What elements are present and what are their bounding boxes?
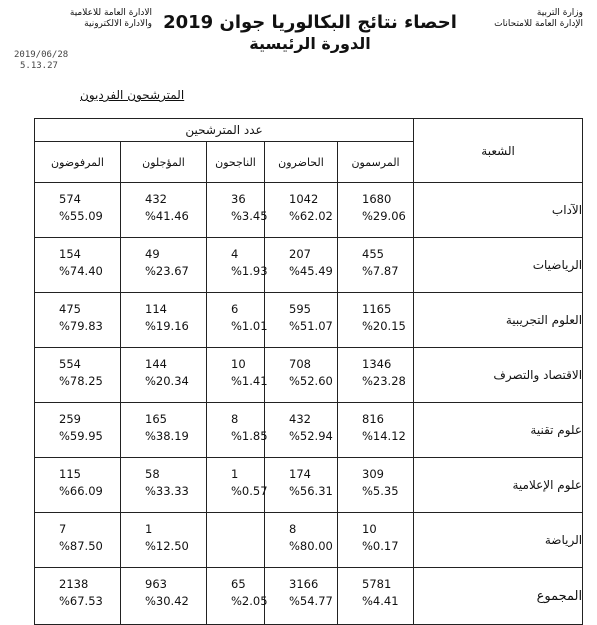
header-rejected: المرفوضون [35, 142, 121, 183]
percent: %20.34 [145, 374, 189, 388]
count: 65 [231, 577, 246, 591]
percent: %54.77 [289, 594, 333, 608]
present-cell [265, 183, 338, 238]
percent: %80.00 [289, 539, 333, 553]
percent: %74.40 [59, 264, 103, 278]
percent: %3.45 [231, 209, 268, 223]
registered-cell [338, 293, 414, 348]
postponed-cell [121, 403, 207, 458]
percent: %62.02 [289, 209, 333, 223]
branch-name: الآداب [414, 183, 583, 238]
table-row [35, 348, 583, 403]
table-row [35, 293, 583, 348]
percent: %51.07 [289, 319, 333, 333]
registered-cell [338, 348, 414, 403]
passed-cell [207, 403, 268, 458]
percent: %1.41 [231, 374, 268, 388]
count: 114 [145, 302, 167, 316]
count: 8 [231, 412, 239, 426]
postponed-cell [121, 513, 207, 568]
results-table [34, 118, 583, 625]
percent: %78.25 [59, 374, 103, 388]
page-subtitle: الدورة الرئيسية [249, 34, 371, 53]
percent: %23.28 [362, 374, 406, 388]
passed-cell [207, 348, 268, 403]
page-title: احصاء نتائج البكالوريا جوان 2019 [163, 12, 457, 33]
percent: %0.57 [231, 484, 268, 498]
percent: %7.87 [362, 264, 399, 278]
count: 5781 [362, 577, 392, 591]
postponed-cell [121, 348, 207, 403]
percent: %33.33 [145, 484, 189, 498]
postponed-cell [121, 183, 207, 238]
count: 3166 [289, 577, 319, 591]
percent: %1.85 [231, 429, 268, 443]
count: 1042 [289, 192, 319, 206]
passed-cell [207, 293, 268, 348]
table-row [35, 458, 583, 513]
print-time: 5.13.27 [20, 61, 58, 71]
admin-header [12, 8, 152, 30]
branch-name: علوم تقنية [414, 403, 583, 458]
postponed-cell [121, 238, 207, 293]
count: 36 [231, 192, 246, 206]
percent: %0.17 [362, 539, 399, 553]
count: 2138 [59, 577, 89, 591]
percent: %19.16 [145, 319, 189, 333]
percent: %38.19 [145, 429, 189, 443]
percent: %56.31 [289, 484, 333, 498]
present-cell [265, 568, 338, 625]
postponed-cell [121, 293, 207, 348]
count: 207 [289, 247, 311, 261]
passed-cell [207, 183, 268, 238]
ministry-header [463, 8, 583, 30]
count: 1346 [362, 357, 392, 371]
candidates-count-header: عدد المترشحين [35, 119, 414, 142]
count: 708 [289, 357, 311, 371]
rejected-cell [35, 513, 121, 568]
count: 7 [59, 522, 67, 536]
table-row [35, 403, 583, 458]
registered-cell [338, 458, 414, 513]
count: 165 [145, 412, 167, 426]
passed-cell [207, 513, 265, 568]
count: 475 [59, 302, 81, 316]
count: 816 [362, 412, 384, 426]
count: 1 [145, 522, 153, 536]
percent: %2.05 [231, 594, 268, 608]
branch-header: الشعبة [414, 119, 583, 183]
present-cell [265, 458, 338, 513]
count: 595 [289, 302, 311, 316]
percent: %1.01 [231, 319, 268, 333]
branch-name: الاقتصاد والتصرف [414, 348, 583, 403]
percent: %1.93 [231, 264, 268, 278]
header-passed: الناجحون [207, 142, 265, 183]
passed-cell [207, 238, 268, 293]
percent: %4.41 [362, 594, 399, 608]
header-present: الحاضرون [265, 142, 338, 183]
rejected-cell [35, 458, 121, 513]
percent: %52.94 [289, 429, 333, 443]
registered-cell [338, 183, 414, 238]
percent: %30.42 [145, 594, 189, 608]
table-row [35, 183, 583, 238]
count: 144 [145, 357, 167, 371]
present-cell [265, 403, 338, 458]
percent: %5.35 [362, 484, 399, 498]
admin-line-2: والادارة الالكترونية [84, 19, 152, 29]
passed-cell [207, 568, 268, 625]
postponed-cell [121, 568, 207, 625]
ministry-department: الإدارة العامة للامتحانات [494, 19, 583, 29]
percent: %41.46 [145, 209, 189, 223]
table-row [35, 238, 583, 293]
percent: %14.12 [362, 429, 406, 443]
rejected-cell [35, 293, 121, 348]
percent: %59.95 [59, 429, 103, 443]
count: 174 [289, 467, 311, 481]
percent: %87.50 [59, 539, 103, 553]
print-date: 2019/06/28 [14, 50, 69, 60]
percent: %55.09 [59, 209, 103, 223]
registered-cell [338, 238, 414, 293]
passed-cell [207, 458, 268, 513]
registered-cell [338, 403, 414, 458]
count: 49 [145, 247, 160, 261]
count: 309 [362, 467, 384, 481]
registered-cell [338, 513, 414, 568]
header-postponed: المؤجلون [121, 142, 207, 183]
rejected-cell [35, 183, 121, 238]
ministry-name: وزارة التربية [536, 8, 583, 18]
count: 1680 [362, 192, 392, 206]
present-cell [265, 293, 338, 348]
registered-cell [338, 568, 414, 625]
branch-name: الرياضة [414, 513, 583, 568]
count: 10 [231, 357, 246, 371]
percent: %20.15 [362, 319, 406, 333]
print-timestamp [14, 50, 68, 72]
count: 154 [59, 247, 81, 261]
count: 115 [59, 467, 81, 481]
count: 574 [59, 192, 81, 206]
branch-name: العلوم التجريبية [414, 293, 583, 348]
count: 10 [362, 522, 377, 536]
branch-name: الرياضيات [414, 238, 583, 293]
postponed-cell [121, 458, 207, 513]
percent: %52.60 [289, 374, 333, 388]
table-row [35, 513, 583, 568]
rejected-cell [35, 238, 121, 293]
total-label: المجموع [414, 568, 583, 625]
total-row [35, 568, 583, 625]
count: 4 [231, 247, 239, 261]
admin-line-1: الادارة العامة للاعلامية [69, 8, 152, 18]
section-title: المترشحون الفرديون [80, 88, 185, 102]
count: 1 [231, 467, 239, 481]
count: 6 [231, 302, 239, 316]
header-registered: المرسمون [338, 142, 414, 183]
percent: %67.53 [59, 594, 103, 608]
count: 963 [145, 577, 167, 591]
present-cell [265, 238, 338, 293]
count: 432 [145, 192, 167, 206]
count: 455 [362, 247, 384, 261]
rejected-cell [35, 348, 121, 403]
percent: %23.67 [145, 264, 189, 278]
percent: %66.09 [59, 484, 103, 498]
percent: %79.83 [59, 319, 103, 333]
present-cell [265, 348, 338, 403]
count: 58 [145, 467, 160, 481]
count: 1165 [362, 302, 392, 316]
branch-name: علوم الإعلامية [414, 458, 583, 513]
rejected-cell [35, 403, 121, 458]
count: 554 [59, 357, 81, 371]
count: 259 [59, 412, 81, 426]
percent: %12.50 [145, 539, 189, 553]
count: 432 [289, 412, 311, 426]
percent: %45.49 [289, 264, 333, 278]
percent: %29.06 [362, 209, 406, 223]
present-cell [265, 513, 338, 568]
rejected-cell [35, 568, 121, 625]
count: 8 [289, 522, 297, 536]
